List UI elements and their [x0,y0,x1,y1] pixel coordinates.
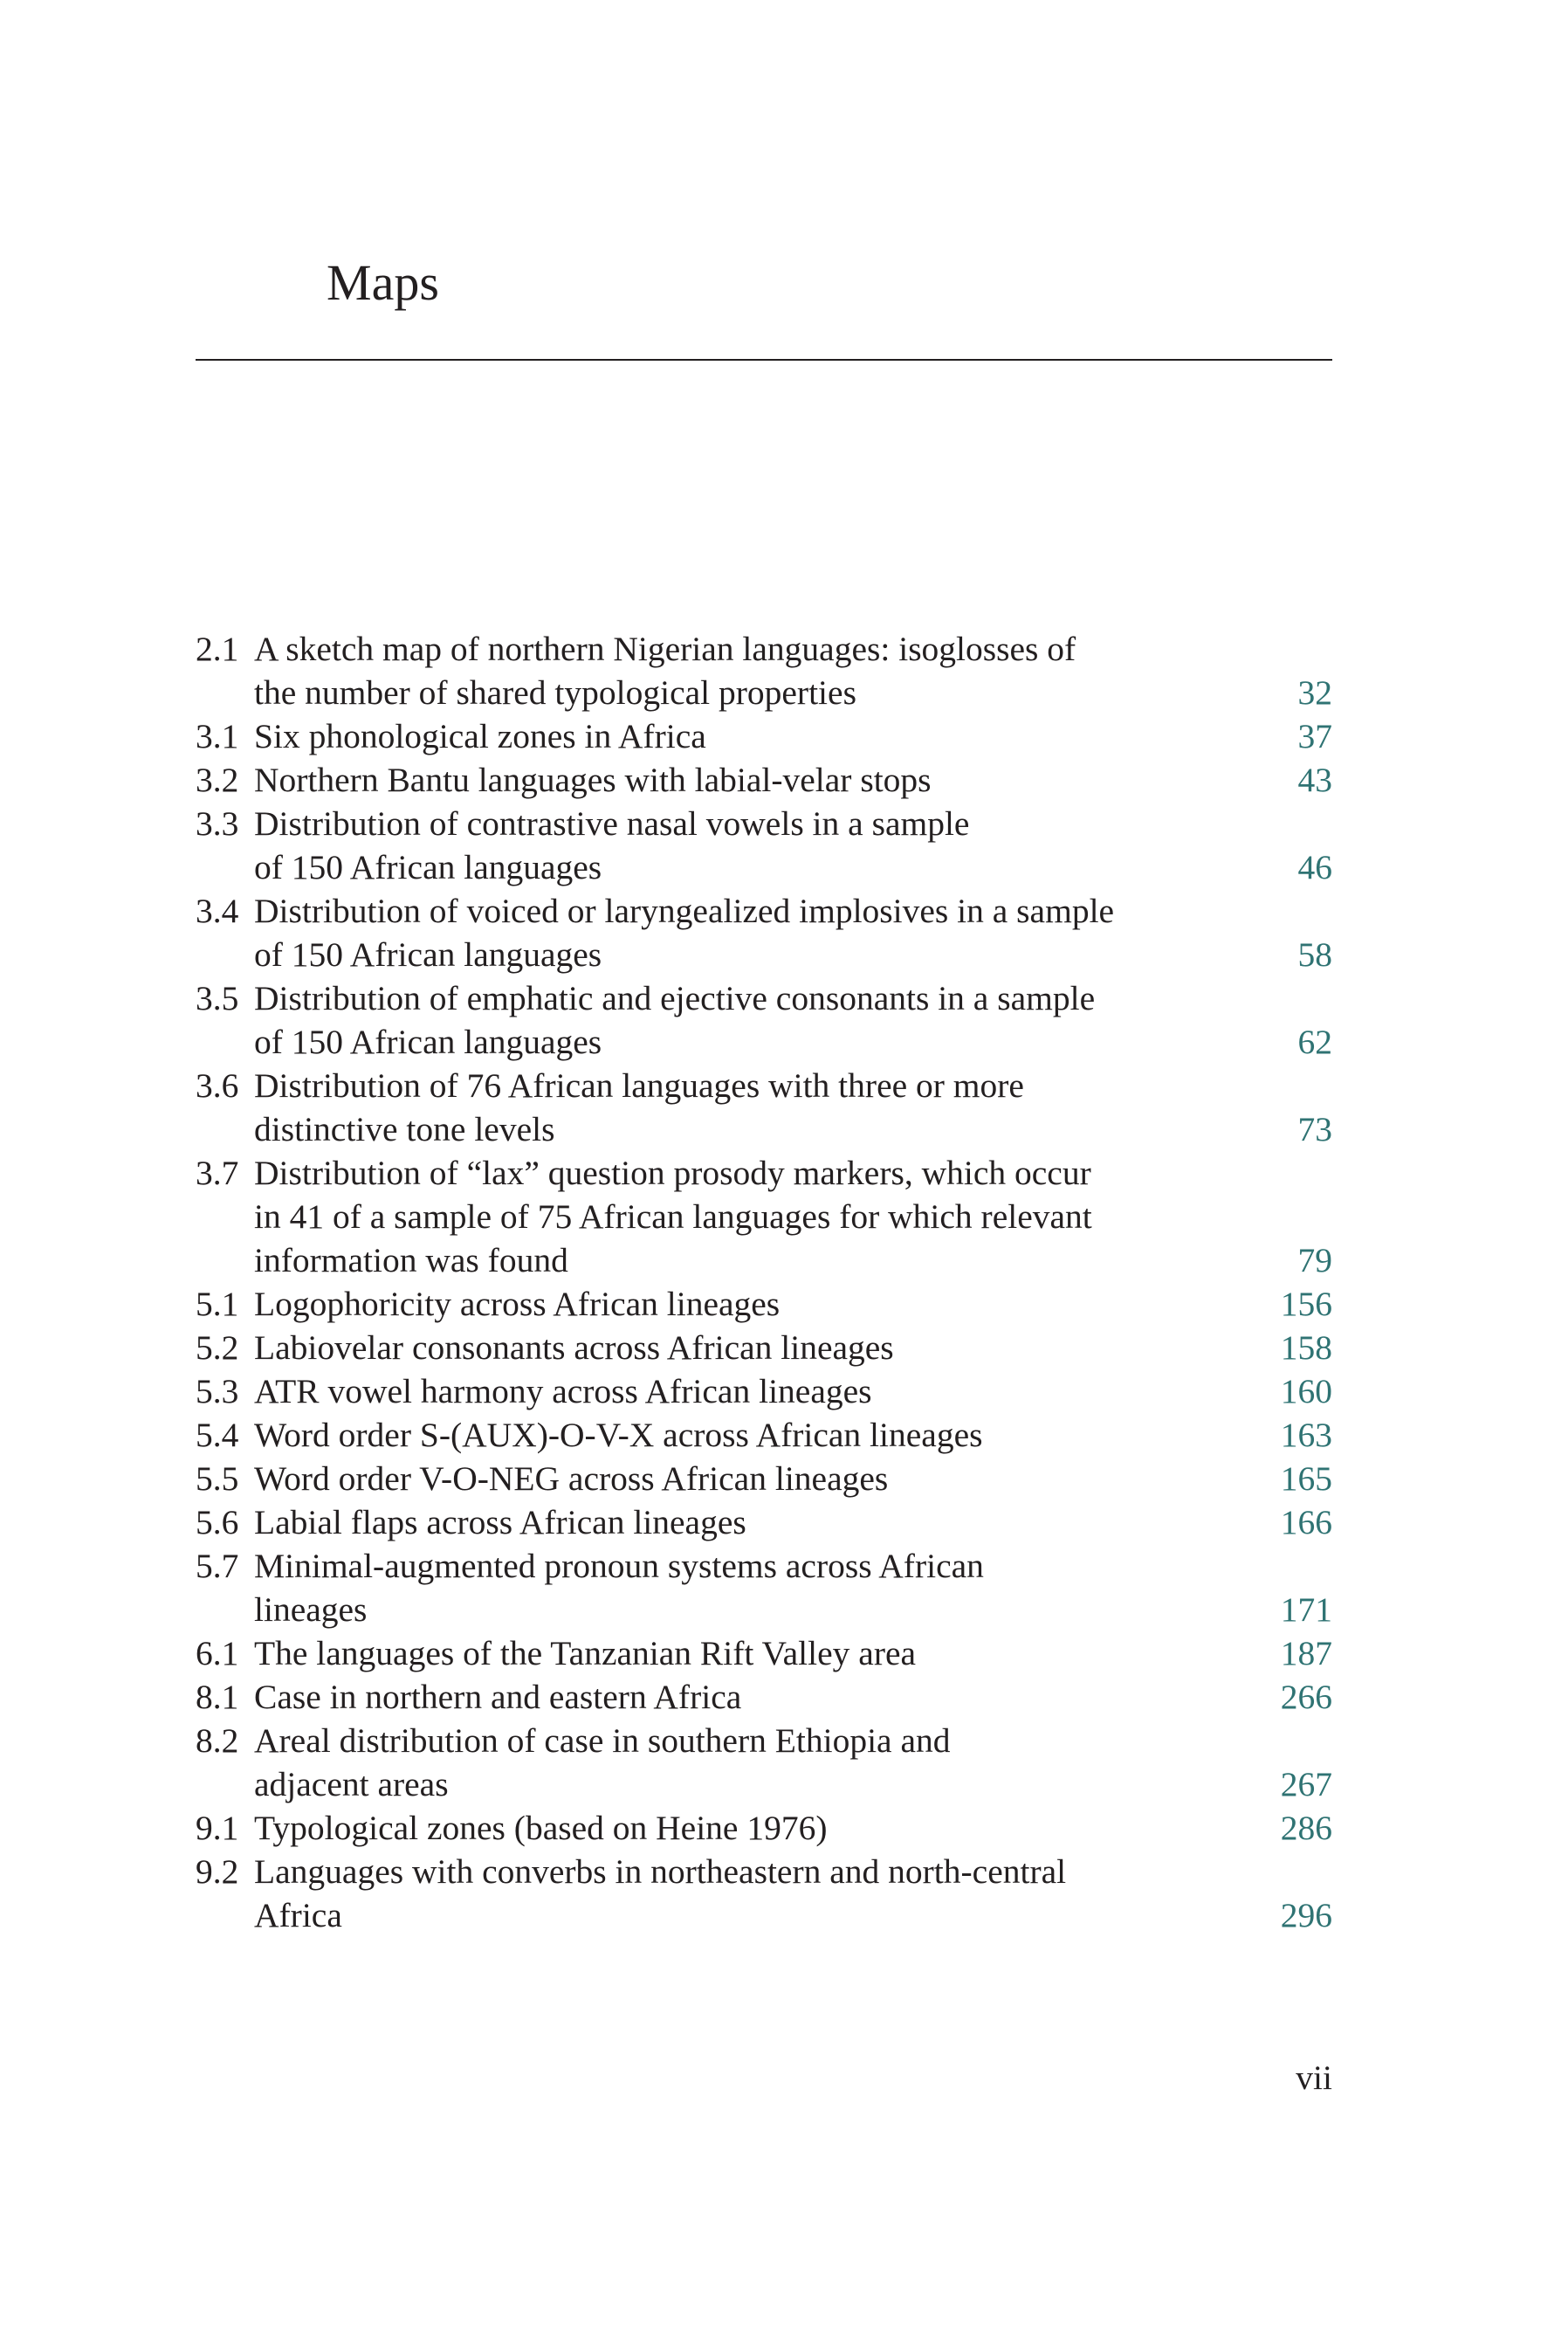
page-reference: 166 [1280,1503,1332,1541]
entry-first-line [196,1151,1332,1195]
entry-first-line [196,1282,1332,1326]
map-entry [196,714,1332,758]
page-reference: 187 [1280,1634,1332,1672]
map-caption-text: Word order S-(AUX)-O-V-X across African lineages [254,1416,983,1454]
page-number: vii [1296,2058,1332,2097]
map-caption-text: Minimal-augmented pronoun systems across African [254,1547,984,1585]
map-caption-text: A sketch map of northern Nigerian languages: isoglosses of [254,630,1076,668]
map-caption-text: of 150 African languages [254,1023,602,1061]
entry-first-line [196,1326,1332,1369]
map-number: 3.1 [196,717,239,755]
page-reference: 79 [1297,1241,1332,1279]
map-caption-text: Word order V-O-NEG across African lineages [254,1459,889,1498]
page-reference: 296 [1280,1896,1332,1934]
map-caption-text: Six phonological zones in Africa [254,717,706,755]
page-reference: 43 [1297,761,1332,799]
map-caption-text: of 150 African languages [254,848,602,886]
entry-continuation-line [196,1020,1332,1064]
map-caption-text: Africa [254,1896,342,1934]
entry-first-line [196,1675,1332,1719]
map-entry [196,627,1332,714]
map-entry [196,1326,1332,1369]
map-caption-text: Northern Bantu languages with labial-velar stops [254,761,932,799]
page-reference: 163 [1280,1416,1332,1454]
entry-first-line [196,1413,1332,1457]
map-number: 3.6 [196,1066,239,1105]
map-number: 8.1 [196,1678,239,1716]
page-reference: 32 [1297,673,1332,712]
map-caption-text: Labiovelar consonants across African lineages [254,1328,894,1367]
entry-first-line [196,1719,1332,1762]
map-caption-text: Case in northern and eastern Africa [254,1678,742,1716]
page-reference: 156 [1280,1285,1332,1323]
page-reference: 267 [1280,1765,1332,1803]
map-caption-text: Distribution of 76 African languages with three or more [254,1066,1024,1105]
entry-continuation-line [196,1238,1332,1282]
entry-first-line [196,714,1332,758]
map-entry [196,1500,1332,1544]
map-entry [196,1631,1332,1675]
map-caption-text: of 150 African languages [254,935,602,974]
map-entry [196,1457,1332,1500]
entry-first-line [196,889,1332,933]
page-reference: 46 [1297,848,1332,886]
title-rule [196,359,1332,361]
map-caption-text: ATR vowel harmony across African lineages [254,1372,872,1410]
entry-first-line [196,1500,1332,1544]
page-reference: 160 [1280,1372,1332,1410]
page-reference: 165 [1280,1459,1332,1498]
map-entry [196,1369,1332,1413]
map-number: 9.1 [196,1809,239,1847]
entry-continuation-line [196,1588,1332,1631]
map-caption-text: Distribution of contrastive nasal vowels in a sample [254,804,970,843]
entry-first-line [196,1544,1332,1588]
entry-first-line [196,802,1332,845]
entry-first-line [196,1850,1332,1893]
map-number: 5.3 [196,1372,239,1410]
page-title: Maps [327,254,439,311]
map-caption-text: in 41 of a sample of 75 African languages for which relevant [254,1197,1092,1236]
entry-first-line [196,976,1332,1020]
map-entry [196,1064,1332,1151]
map-number: 3.3 [196,804,239,843]
map-number: 8.2 [196,1721,239,1760]
page-reference: 73 [1297,1110,1332,1148]
map-entry [196,1719,1332,1806]
map-entry [196,1151,1332,1282]
page-reference: 158 [1280,1328,1332,1367]
page-reference: 266 [1280,1678,1332,1716]
map-number: 5.5 [196,1459,239,1498]
entry-continuation-line [196,1195,1332,1238]
map-caption-text: Languages with converbs in northeastern and north-central [254,1852,1067,1891]
map-number: 3.4 [196,892,239,930]
map-entry [196,1806,1332,1850]
maps-list [196,627,1332,1937]
entry-first-line [196,627,1332,671]
map-caption-text: Distribution of voiced or laryngealized implosives in a sample [254,892,1115,930]
map-caption-text: Distribution of emphatic and ejective consonants in a sample [254,979,1096,1017]
map-entry [196,1544,1332,1631]
map-entry [196,758,1332,802]
map-number: 3.7 [196,1154,239,1192]
map-caption-text: The languages of the Tanzanian Rift Valley area [254,1634,917,1672]
map-caption-text: information was found [254,1241,568,1279]
entry-first-line [196,1369,1332,1413]
map-entry [196,1850,1332,1937]
map-number: 5.6 [196,1503,239,1541]
page-reference: 171 [1280,1590,1332,1629]
map-number: 5.4 [196,1416,239,1454]
map-number: 6.1 [196,1634,239,1672]
map-number: 5.2 [196,1328,239,1367]
map-entry [196,1675,1332,1719]
map-caption-text: Logophoricity across African lineages [254,1285,781,1323]
map-caption-text: the number of shared typological properties [254,673,856,712]
map-caption-text: Labial flaps across African lineages [254,1503,746,1541]
page-reference: 58 [1297,935,1332,974]
map-caption-text: Typological zones (based on Heine 1976) [254,1809,828,1847]
map-number: 9.2 [196,1852,239,1891]
entry-continuation-line [196,933,1332,976]
map-number: 5.7 [196,1547,239,1585]
map-entry [196,1282,1332,1326]
map-caption-text: Distribution of “lax” question prosody markers, which occur [254,1154,1091,1192]
map-caption-text: distinctive tone levels [254,1110,555,1148]
page-reference: 286 [1280,1809,1332,1847]
map-entry [196,802,1332,889]
page-reference: 62 [1297,1023,1332,1061]
entry-first-line [196,1457,1332,1500]
map-entry [196,1413,1332,1457]
map-caption-text: Areal distribution of case in southern Ethiopia and [254,1721,951,1760]
map-entry [196,976,1332,1064]
map-caption-text: adjacent areas [254,1765,449,1803]
entry-first-line [196,758,1332,802]
map-number: 2.1 [196,630,239,668]
map-number: 3.5 [196,979,239,1017]
entry-continuation-line [196,671,1332,714]
entry-first-line [196,1631,1332,1675]
entry-continuation-line [196,1893,1332,1937]
entry-continuation-line [196,1762,1332,1806]
map-entry [196,889,1332,976]
entry-continuation-line [196,1107,1332,1151]
entry-first-line [196,1806,1332,1850]
map-number: 3.2 [196,761,239,799]
page-reference: 37 [1297,717,1332,755]
entry-continuation-line [196,845,1332,889]
entry-first-line [196,1064,1332,1107]
map-caption-text: lineages [254,1590,368,1629]
map-number: 5.1 [196,1285,239,1323]
